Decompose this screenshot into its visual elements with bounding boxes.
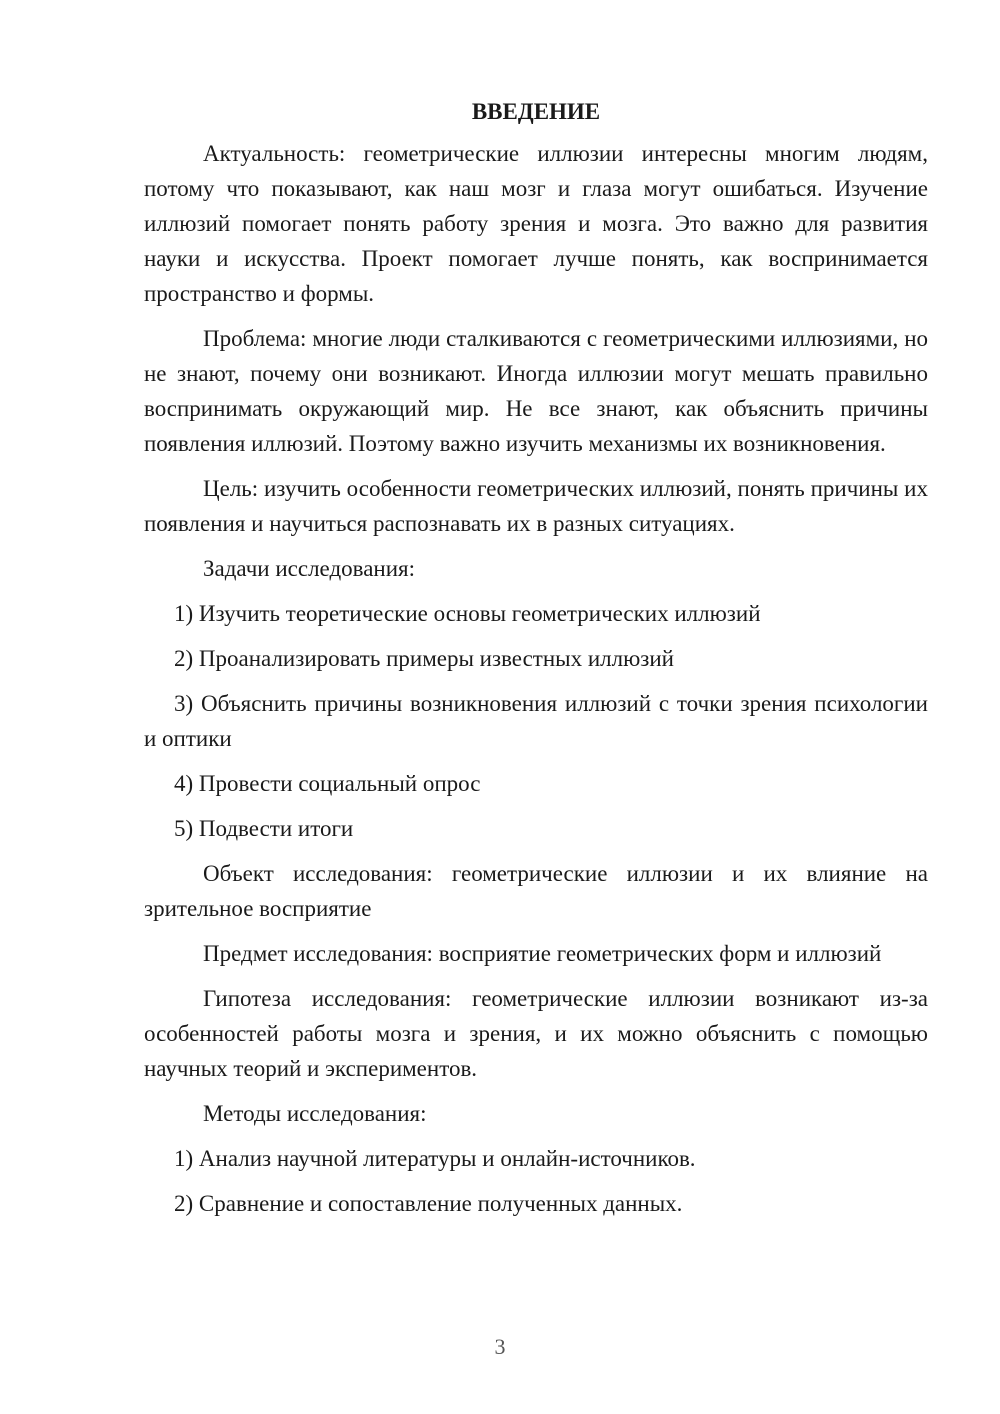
object-paragraph: Объект исследования: геометрические иллюзии и их влияние на зрительное восприятие: [144, 861, 928, 921]
tasks-title: Задачи исследования:: [203, 556, 416, 581]
task-item: 1) Изучить теоретические основы геометрических иллюзий: [174, 601, 761, 626]
goal-paragraph: Цель: изучить особенности геометрических иллюзий, понять причины их появления и научиться распознавать их в разных ситуациях.: [144, 476, 928, 536]
problem-paragraph: Проблема: многие люди сталкиваются с геометрическими иллюзиями, но не знают, почему они возникают. Иногда иллюзии могут мешать правильно воспринимать окружающий мир. Не все знают, как объяснить причины появления иллюзий. Поэтому важно изучить механизмы их возникновения.: [144, 326, 928, 456]
hypothesis-paragraph: Гипотеза исследования: геометрические иллюзии возникают из-за особенностей работы мозга и зрения, и их можно объяснить с помощью научных теорий и экспериментов.: [144, 986, 928, 1081]
page-number: 3: [494, 1334, 506, 1359]
page-body: [144, 96, 928, 1231]
relevance-paragraph: Актуальность: геометрические иллюзии интересны многим людям, потому что показывают, как наш мозг и глаза могут ошибаться. Изучение иллюзий помогает понять работу зрения и мозга. Это важно для развития науки и искусства. Проект помогает лучше понять, как воспринимается пространство и формы.: [144, 141, 928, 306]
method-item: 1) Анализ научной литературы и онлайн-источников.: [174, 1146, 696, 1171]
task-item: 4) Провести социальный опрос: [174, 771, 481, 796]
task-item: 5) Подвести итоги: [174, 816, 354, 841]
task-item: 3) Объяснить причины возникновения иллюзий с точки зрения психологии и оптики: [144, 691, 928, 751]
subject-paragraph: Предмет исследования: восприятие геометрических форм и иллюзий: [203, 941, 882, 966]
section-heading: ВВЕДЕНИЕ: [471, 99, 601, 124]
task-item: 2) Проанализировать примеры известных иллюзий: [174, 646, 674, 671]
methods-title: Методы исследования:: [203, 1101, 427, 1126]
method-item: 2) Сравнение и сопоставление полученных данных.: [174, 1191, 683, 1216]
